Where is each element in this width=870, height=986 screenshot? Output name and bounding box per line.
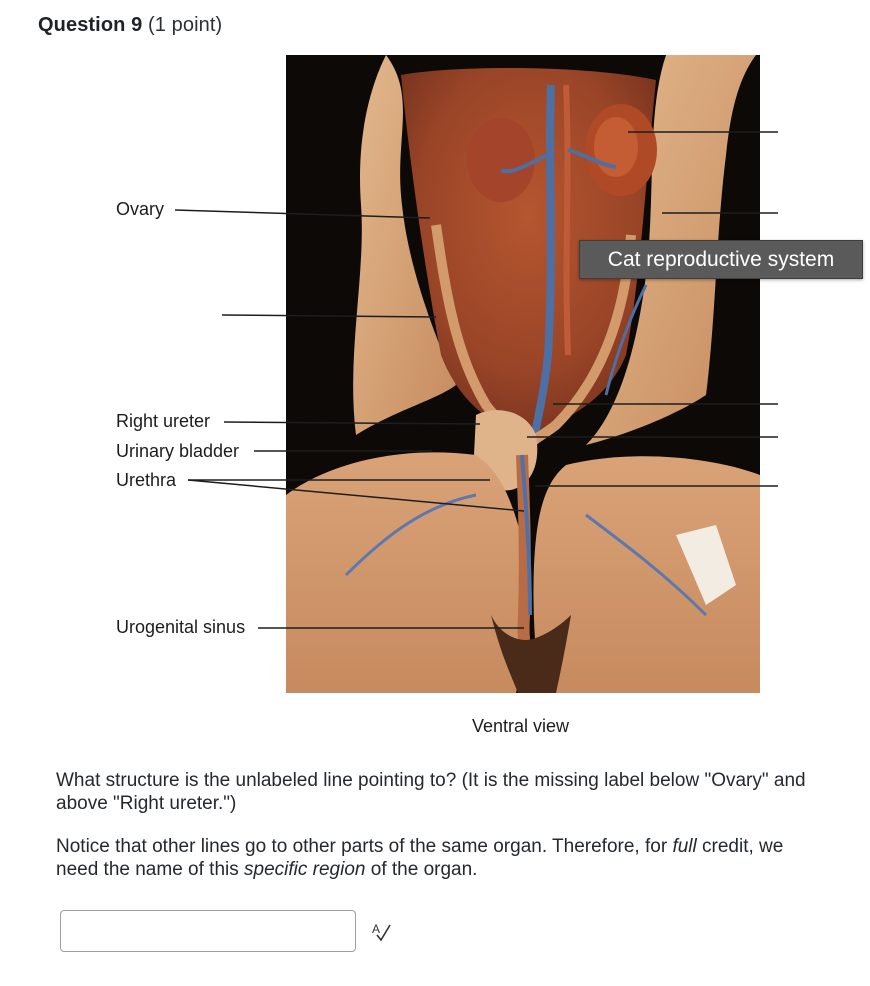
leader-unlabeled xyxy=(222,315,436,317)
label-urethra: Urethra xyxy=(116,470,177,490)
label-right-ureter: Right ureter xyxy=(116,411,211,431)
prompt-text: credit, we need the name of this xyxy=(56,836,784,880)
leader-ovary xyxy=(175,210,430,218)
question-prompt xyxy=(56,769,816,901)
prompt-text: Notice that other lines go to other parts of the same organ. Therefore, for xyxy=(56,836,673,857)
label-urogenital-sinus: Urogenital sinus xyxy=(116,617,246,637)
prompt-paragraph-1: What structure is the unlabeled line pointing to? (It is the missing label below "Ovary" and above "Right ureter.") xyxy=(56,770,806,814)
answer-input[interactable] xyxy=(60,910,356,952)
question-points: (1 point) xyxy=(148,14,223,36)
prompt-emphasis: specific region xyxy=(244,859,366,880)
svg-text:A: A xyxy=(372,922,381,936)
figure-caption: Ventral view xyxy=(472,716,570,736)
prompt-text: of the organ. xyxy=(365,859,478,880)
prompt-emphasis: full xyxy=(672,836,697,857)
leader-right-ureter xyxy=(224,422,480,424)
leader-urethra-b xyxy=(188,480,524,511)
label-urinary-bladder: Urinary bladder xyxy=(116,441,240,461)
label-ovary: Ovary xyxy=(116,199,165,219)
image-tooltip: Cat reproductive system xyxy=(579,240,863,279)
prompt-paragraph-2 xyxy=(56,835,816,881)
spellcheck-icon[interactable] xyxy=(370,920,392,942)
question-title: Question 9 xyxy=(38,14,143,36)
